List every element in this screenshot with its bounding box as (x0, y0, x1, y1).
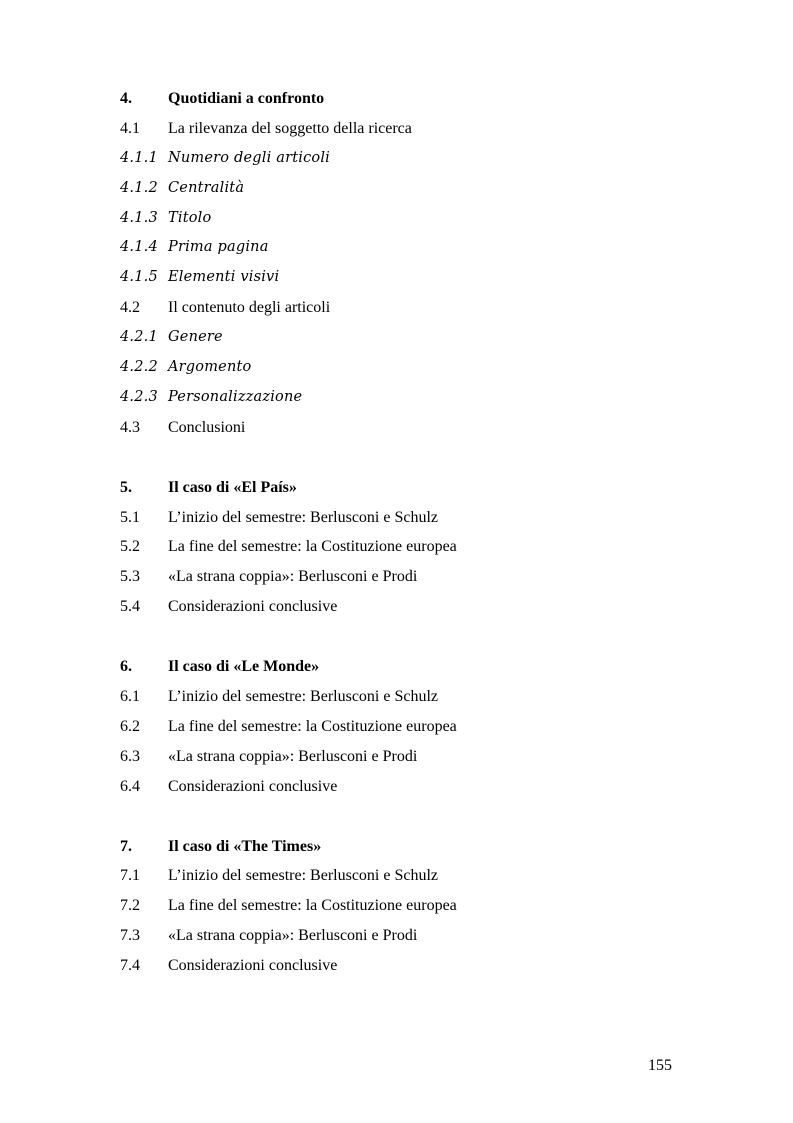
entry-number: 4.1.4 (120, 239, 158, 256)
chapter-title: Il caso di «The Times» (168, 837, 322, 855)
chapter-number: 6. (120, 658, 132, 676)
toc-section-entry (120, 592, 720, 622)
toc-subsection-entry (120, 263, 720, 293)
toc-section-entry (120, 712, 720, 742)
entry-title: La fine del semestre: la Costituzione europea (168, 717, 457, 735)
toc-section (120, 652, 720, 801)
entry-title: «La strana coppia»: Berlusconi e Prodi (168, 568, 418, 586)
chapter-heading (120, 832, 720, 862)
entry-title: L’inizio del semestre: Berlusconi e Schulz (168, 867, 439, 885)
toc-section-entry (120, 114, 720, 144)
toc-section-entry (120, 413, 720, 443)
entry-title: «La strana coppia»: Berlusconi e Prodi (168, 927, 418, 945)
entry-number: 4.1.1 (120, 149, 158, 166)
chapter-heading (120, 652, 720, 682)
toc-section (120, 84, 720, 443)
toc-section-entry (120, 951, 720, 981)
chapter-number: 7. (120, 837, 132, 855)
entry-number: 5.2 (120, 538, 140, 556)
toc-section-entry (120, 293, 720, 323)
entry-title: L’inizio del semestre: Berlusconi e Schulz (168, 688, 439, 706)
entry-number: 4.1.3 (120, 209, 158, 226)
entry-number: 7.1 (120, 867, 140, 885)
chapter-number: 5. (120, 478, 132, 496)
toc-subsection-entry (120, 353, 720, 383)
entry-title: Elementi visivi (168, 269, 280, 286)
entry-number: 6.1 (120, 688, 140, 706)
entry-title: La fine del semestre: la Costituzione europea (168, 538, 457, 556)
toc-section-entry (120, 742, 720, 772)
entry-title: La rilevanza del soggetto della ricerca (168, 119, 412, 137)
chapter-heading (120, 84, 720, 114)
entry-title: Numero degli articoli (168, 149, 331, 166)
entry-title: Il contenuto degli articoli (168, 299, 331, 317)
toc-section (120, 473, 720, 622)
entry-title: Considerazioni conclusive (168, 598, 338, 616)
entry-number: 5.1 (120, 508, 140, 526)
toc-subsection-entry (120, 323, 720, 353)
toc-subsection-entry (120, 144, 720, 174)
entry-title: Genere (168, 329, 223, 346)
entry-title: Conclusioni (168, 418, 246, 436)
entry-title: Considerazioni conclusive (168, 957, 338, 975)
toc-subsection-entry (120, 204, 720, 234)
entry-number: 4.1.5 (120, 269, 158, 286)
toc-section (120, 832, 720, 981)
page-number: 155 (648, 1057, 672, 1074)
entry-title: Personalizzazione (168, 388, 303, 405)
entry-number: 5.4 (120, 598, 140, 616)
entry-number: 6.3 (120, 747, 140, 765)
toc-section-entry (120, 503, 720, 533)
entry-title: Argomento (168, 359, 252, 376)
toc-subsection-entry (120, 174, 720, 204)
chapter-title: Il caso di «Le Monde» (168, 658, 320, 676)
entry-number: 4.1.2 (120, 179, 158, 196)
toc-section-entry (120, 682, 720, 712)
entry-title: «La strana coppia»: Berlusconi e Prodi (168, 747, 418, 765)
chapter-number: 4. (120, 90, 132, 107)
toc-section-entry (120, 921, 720, 951)
chapter-title: Il caso di «El País» (168, 478, 297, 496)
entry-number: 6.2 (120, 717, 140, 735)
toc-section-entry (120, 562, 720, 592)
toc-section-entry (120, 861, 720, 891)
entry-number: 7.2 (120, 897, 140, 915)
chapter-heading (120, 473, 720, 503)
entry-title: La fine del semestre: la Costituzione europea (168, 897, 457, 915)
entry-title: Prima pagina (168, 239, 269, 256)
toc-section-entry (120, 891, 720, 921)
entry-number: 4.2.3 (120, 388, 158, 405)
entry-title: Considerazioni conclusive (168, 777, 338, 795)
entry-number: 7.3 (120, 927, 140, 945)
entry-number: 4.2 (120, 299, 140, 317)
entry-title: Centralità (168, 179, 245, 196)
table-of-contents (120, 84, 720, 981)
entry-number: 6.4 (120, 777, 140, 795)
toc-section-entry (120, 532, 720, 562)
chapter-title: Quotidiani a confronto (168, 90, 325, 107)
entry-number: 4.2.2 (120, 359, 158, 376)
entry-number: 4.1 (120, 119, 140, 137)
entry-title: Titolo (168, 209, 212, 226)
entry-title: L’inizio del semestre: Berlusconi e Schulz (168, 508, 439, 526)
toc-subsection-entry (120, 383, 720, 413)
toc-section-entry (120, 772, 720, 802)
entry-number: 5.3 (120, 568, 140, 586)
entry-number: 4.2.1 (120, 329, 158, 346)
entry-number: 7.4 (120, 957, 140, 975)
entry-number: 4.3 (120, 418, 140, 436)
toc-subsection-entry (120, 233, 720, 263)
